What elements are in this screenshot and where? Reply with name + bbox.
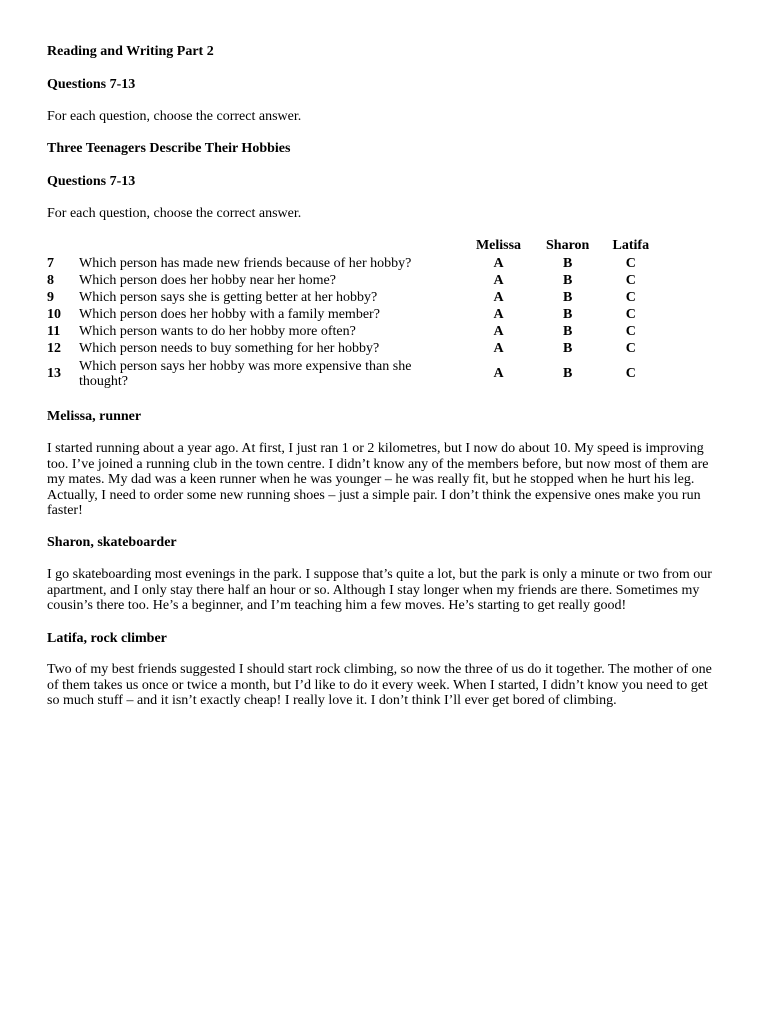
question-text: Which person wants to do her hobby more often?	[79, 323, 356, 339]
option-c[interactable]: C	[625, 272, 636, 288]
option-c[interactable]: C	[625, 366, 636, 381]
option-a[interactable]: A	[493, 306, 504, 322]
option-a[interactable]: A	[493, 323, 504, 339]
question-number: 9	[47, 289, 54, 305]
questions-label: Questions 7-13	[47, 77, 136, 92]
option-b[interactable]: B	[562, 289, 573, 305]
question-number: 11	[47, 323, 61, 339]
column-header-sharon: Sharon	[546, 238, 590, 253]
option-b[interactable]: B	[562, 306, 573, 322]
question-row-10	[47, 306, 672, 323]
option-b[interactable]: B	[562, 323, 573, 339]
question-text: Which person does her hobby near her home?	[79, 272, 336, 288]
question-text: Which person says she is getting better at her hobby?	[79, 289, 378, 305]
questions-label-repeat: Questions 7-13	[47, 174, 136, 189]
section-heading-latifa: Latifa, rock climber	[47, 631, 167, 646]
section-heading-melissa: Melissa, runner	[47, 409, 142, 424]
question-row-13	[47, 357, 672, 391]
instruction-text: For each question, choose the correct answer.	[47, 109, 302, 124]
column-header-latifa: Latifa	[612, 238, 650, 253]
option-a[interactable]: A	[493, 340, 504, 356]
option-b[interactable]: B	[562, 340, 573, 356]
section-text-latifa: Two of my best friends suggested I should start rock climbing, so now the three of us do it together. The mother of one of them takes us once or twice a month, but I’d like to do it every week. When I started, I didn’t know you need to get so much stuff – and it isn’t exactly cheap! I really love it. I don’t think I’ll ever get bored of climbing.	[47, 662, 712, 708]
question-text: Which person says her hobby was more expensive than she thought?	[79, 358, 412, 389]
option-c[interactable]: C	[625, 289, 636, 305]
question-number: 10	[47, 306, 61, 322]
questions-table	[47, 237, 672, 391]
section-title: Reading and Writing Part 2	[47, 44, 214, 59]
option-b[interactable]: B	[562, 366, 573, 381]
question-text: Which person has made new friends because of her hobby?	[79, 255, 412, 271]
instruction-text-repeat: For each question, choose the correct answer.	[47, 206, 302, 221]
question-row-7	[47, 255, 672, 272]
option-c[interactable]: C	[625, 323, 636, 339]
section-text-melissa: I started running about a year ago. At first, I just ran 1 or 2 kilometres, but I now do about 10. My speed is improving too. I’ve joined a running club in the town centre. I didn’t know any of the members before, but now most of them are my mates. My dad was a keen runner when he was younger – he was really fit, but he stopped when he hurt his leg. Actually, I need to order some new running shoes – just a simple pair. I don’t think the expensive ones make you run faster!	[47, 441, 709, 518]
option-a[interactable]: A	[493, 255, 504, 271]
section-heading-sharon: Sharon, skateboarder	[47, 535, 177, 550]
question-row-8	[47, 272, 672, 289]
column-header-melissa: Melissa	[475, 238, 522, 253]
table-header-row	[47, 237, 672, 255]
option-a[interactable]: A	[493, 289, 504, 305]
question-text: Which person needs to buy something for her hobby?	[79, 340, 380, 356]
question-number: 7	[47, 255, 54, 271]
question-row-12	[47, 340, 672, 357]
question-number: 8	[47, 272, 54, 288]
option-c[interactable]: C	[625, 255, 636, 271]
question-text: Which person does her hobby with a family member?	[79, 306, 380, 322]
option-a[interactable]: A	[493, 366, 504, 381]
section-text-sharon: I go skateboarding most evenings in the park. I suppose that’s quite a lot, but the park is only a minute or two from our apartment, and I only stay there half an hour or so. Although I stay longer when my friends are there. Sometimes my cousin’s there too. He’s a beginner, and I’m teaching him a few moves. He’s starting to get really good!	[47, 567, 712, 613]
question-number: 12	[47, 340, 61, 356]
question-row-11	[47, 323, 672, 340]
article-title: Three Teenagers Describe Their Hobbies	[47, 141, 291, 156]
option-c[interactable]: C	[625, 340, 636, 356]
option-c[interactable]: C	[625, 306, 636, 322]
question-number: 13	[47, 366, 61, 381]
question-row-9	[47, 289, 672, 306]
option-b[interactable]: B	[562, 272, 573, 288]
option-b[interactable]: B	[562, 255, 573, 271]
option-a[interactable]: A	[493, 272, 504, 288]
